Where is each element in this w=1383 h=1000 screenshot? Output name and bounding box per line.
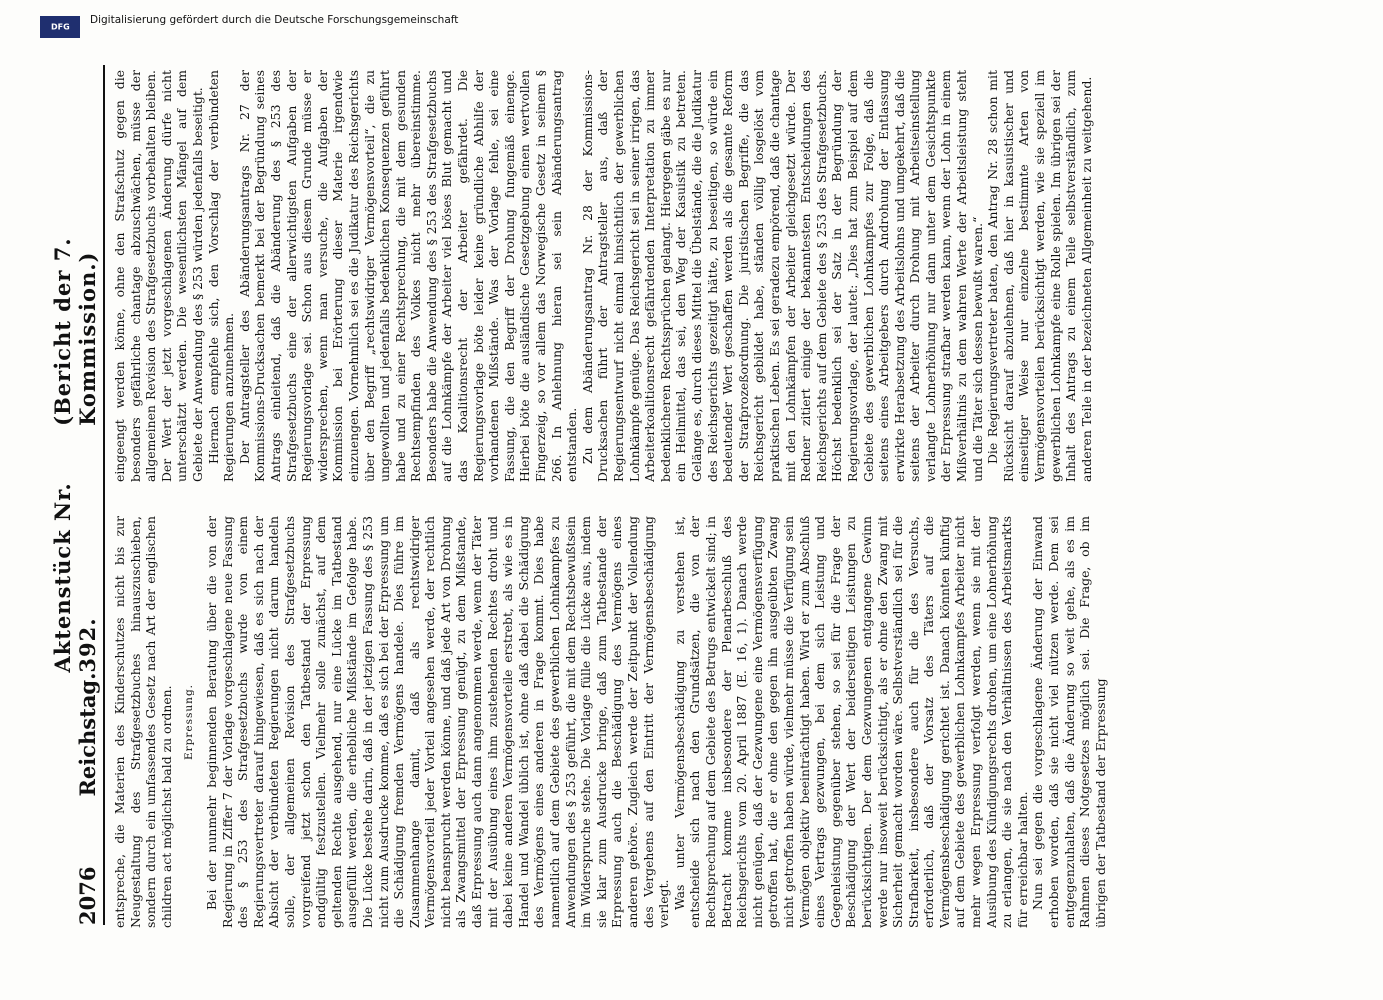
digitization-credit [90,14,1330,38]
paragraph: entspreche, die Materien des Kinderschutzes nicht bis zur Neugestaltung des Strafgesetzbuches hinauszuschieben, sondern durch ein umfassendes Gesetz nach Art der englischen children act möglichst bald zu ordnen. [112,516,174,928]
paragraph: Nun sei gegen die vorgeschlagene Änderung der Einwand erhoben worden, daß sie nicht viel nützen werde. Dem sei entgegenzuhalten, daß die Änderung so weit gehe, als es im Rahmen dieses Notgesetzes möglich sei. Die Frage, ob im übrigen der Tatbestand der Erpressung [1030,516,1108,928]
paragraph: Was unter Vermögensbeschädigung zu verstehen ist, entscheide sich nach den Grundsätzen, die von der Rechtsprechung auf dem Gebiete des Betrugs entwickelt sind; in Betracht komme insbesondere der Plenarbeschluß des Reichsgerichts vom 20. April 1887 (E. 16, 1). Danach werde nicht genügen, daß der Gezwungene eine Vermögensverfügung getroffen hat, die er ohne den gegen ihn ausgeübten Zwang nicht getroffen haben würde, vielmehr müsse die Verfügung sein Vermögen objektiv beeinträchtigt haben. Wird er zum Abschluß eines Vertrags gezwungen, bei dem sich Leistung und Gegenleistung gegenüber stehen, so sei für die Frage der Beschädigung der Wert der beiderseitigen Leistungen zu berücksichtigen. Der dem Gezwungenen entgangene Gewinn werde nur insoweit berücksichtigt, als er ohne den Zwang mit Sicherheit gemacht worden wäre. Selbstverständlich sei für die Strafbarkeit, insbesondere auch für die des Versuchs, erforderlich, daß der Vorsatz des Täters auf die Vermögensbeschädigung gerichtet ist. Danach könnten künftig auf dem Gebiete des gewerblichen Lohnkampfes Arbeiter nicht mehr wegen Erpressung verfolgt werden, wenn sie mit der Ausübung des Kündigungsrechts drohen, um eine Lohnerhöhung zu erlangen, die sie nach den Verhältnissen des Arbeitsmarkts für erreichbar halten. [671,516,1030,928]
paragraph: Der Antragsteller des Abänderungsantrags Nr. 27 der Kommissions-Drucksachen bemerkt bei der Begründung seines Antrags einleitend, daß die Abänderung des § 253 des Strafgesetzbuchs eine der allerwichtigsten Aufgaben der Regierungsvorlage sei. Schon aus diesem Grunde müsse er widersprechen, wenn man versuche, die Aufgaben der Kommission bei Erörterung dieser Materie irgendwie einzuengen. Vornehmlich sei es die Judikatur des Reichsgerichts über den Begriff „rechtswidriger Vermögensvorteil“, die zu ungewollten und jedenfalls bedenklichen Konsequenzen geführt habe und zu einer Rechtsprechung, die mit dem gesunden Rechtsempfinden des Volkes nicht mehr übereinstimme. Besonders habe die Anwendung des § 253 des Strafgesetzbuchs auf die Lohnkämpfe der Arbeiter viel böses Blut gemacht und das Koalitionsrecht der Arbeiter gefährdet. Die Regierungsvorlage böte leider keine gründliche Abhilfe der vorhandenen Mißstände. Was der Vorlage fehle, sei eine Fassung, die den Begriff der Drohung fungemäß einenge. Hierbei böte die ausländische Gesetzgebung einen wertvollen Fingerzeig, so vor allem das Norwegische Gesetz in seinem § 266. In Anlehnung hieran sei sein Abänderungsantrag entstanden. [236,70,580,482]
page-number: 2076 [75,866,100,925]
paragraph: Die Regierungsvertreter baten, den Antrag Nr. 28 schon mit Rücksicht darauf abzulehnen, daß hier in kasuistischer und einseitiger Weise nur einzelne bestimmte Arten von Vermögensvorteilen berücksichtigt werden, wie sie speziell im gewerblichen Lohnkampfe eine Rolle spielen. Im übrigen sei der Inhalt des Antrags zu einem Teile selbstverständlich, zum anderen Teile in der bezeichneten Allgemeinheit zu weitgehend. [985,70,1094,482]
paragraph: Hiernach empfehle sich, den Vorschlag der verbündeten Regierungen anzunehmen. [205,70,237,482]
dfg-logo-text: DFG [50,22,70,32]
header-middle-title: Aktenstück Nr. 392. [50,482,100,673]
paragraph: eingeengt werden könne, ohne den Strafschutz gegen die besonders gefährliche chantage abzuschwächen, müsse der allgemeinen Revision des Strafgesetzbuchs vorbehalten bleiben. Der Wert der jetzt vorgeschlagenen Änderung dürfe nicht unterschätzt werden. Die wesentlichsten Mängel auf dem Gebiete der Anwendung des § 253 würden jedenfalls beseitigt. [112,70,205,482]
left-text-column [112,516,1307,928]
header-left-title: Reichstag. [75,672,100,797]
right-text-column [112,70,1307,482]
section-heading: Erpressung. [183,684,196,760]
page-header [50,65,100,925]
paragraph: Zu dem Abänderungsantrag Nr. 28 der Kommissions-Drucksachen führt der Antragsteller aus, daß der Regierungsentwurf nicht einmal hinsichtlich der gewerblichen Lohnkämpfe genüge. Das Reichsgericht sei in seiner irrigen, das Arbeiterkoalitionsrecht gefährdenden Interpretation zu immer bedenklicheren Rechtssprüchen gelangt. Hiergegen gäbe es nur ein Heilmittel, das sei, den Weg der Kasuistik zu betreten. Gelänge es, durch dieses Mittel die Übelstände, die die Judikatur des Reichsgerichts gezeitigt hätte, zu beseitigen, so würde ein bedeutender Wert geschaffen werden als die gesamte Reform der Strafprozeßordnung. Die juristischen Begriffe, die das Reichsgericht gebildet habe, ständen völlig losgelöst vom praktischen Leben. Es sei geradezu empörend, daß die chantage mit den Lohnkämpfen der Arbeiter gleichgesetzt würde. Der Redner zitiert einige der bekanntesten Entscheidungen des Reichsgerichts auf dem Gebiete des § 253 des Strafgesetzbuchs. Höchst bedenklich sei der Satz in der Begründung der Regierungsvorlage, der lautet: „Dies hat zum Beispiel auf dem Gebiete des gewerblichen Lohnkampfes zur Folge, daß die seitens eines Arbeitgebers durch Androhung der Entlassung erwirkte Herabsetzung des Arbeitslohns und umgekehrt, daß die seitens der Arbeiter durch Drohung mit Arbeitseinstellung verlangte Lohnerhöhung nur dann unter dem Gesichtspunkte der Erpressung strafbar werden kann, wenn der Lohn in einem Mißverhältnis zu dem wahren Werte der Arbeitsleistung steht und die Täter sich dessen bewußt waren.“ [579,70,985,482]
digitization-credit-text: Digitalisierung gefördert durch die Deutsche Forschungsgemeinschaft [90,14,459,26]
paragraph: Bei der nunmehr beginnenden Beratung über die von der Regierung in Ziffer 7 der Vorlage vorgeschlagene neue Fassung des § 253 des Strafgesetzbuchs wurde von einem Regierungsvertreter darauf hingewiesen, daß es sich nach der Absicht der verbündeten Regierungen nicht darum handeln solle, der allgemeinen Revision des Strafgesetzbuchs vorgreifend jetzt schon den Tatbestand der Erpressung endgültig festzustellen. Vielmehr solle zunächst, auf dem geltenden Rechte ausgehend, nur eine Lücke im Tatbestand ausgefüllt werden, die erhebliche Mißstände im Gefolge habe. Die Lücke bestehe darin, daß in der jetzigen Fassung des § 253 nicht zum Ausdrucke komme, daß es sich bei der Erpressung um die Schädigung fremden Vermögens handele. Dies führe im Zusammenhange damit, daß als rechtswidriger Vermögensvorteil jeder Vorteil angesehen werde, der rechtlich nicht beansprucht werden könne, und daß jede Art von Drohung als Zwangsmittel der Erpressung genügt, zu dem Mißstande, daß Erpressung auch dann angenommen werde, wenn der Täter mit der Ausübung eines ihm zustehenden Rechtes droht und dabei keine anderen Vermögensvorteile erstrebt, als wie es in Handel und Wandel üblich ist, ohne daß dabei die Schädigung des Vermögens eines anderen in Frage kommt. Dies habe namentlich auf dem Gebiete des gewerblichen Lohnkampfes zu Anwendungen des § 253 geführt, die mit dem Rechtsbewußtsein im Widerspruche stehe. Die Vorlage fülle die Lücke aus, indem sie klar zum Ausdrucke bringe, daß zum Tatbestande der Erpressung auch die Beschädigung des Vermögens eines anderen gehöre. Zugleich werde der Zeitpunkt der Vollendung des Vergehens auf den Eintritt der Vermögensbeschädigung verlegt. [203,516,672,928]
header-rule [103,65,105,925]
header-right-title: (Bericht der 7. Kommission.) [50,237,100,426]
dfg-logo [40,16,80,38]
